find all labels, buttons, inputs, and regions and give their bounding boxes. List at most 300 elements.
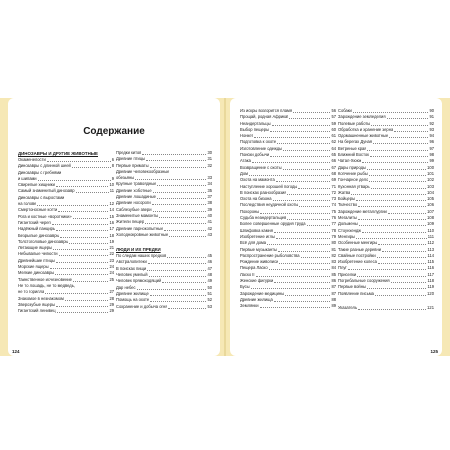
toc-entry-title: Жители пещер bbox=[116, 219, 145, 225]
dot-leader bbox=[299, 206, 330, 207]
toc-entry-title: Надёжный панцирь bbox=[18, 226, 56, 232]
toc-entry-title: Сохранение и добыча огня bbox=[116, 303, 168, 309]
toc-entry-page: 75 bbox=[331, 208, 336, 214]
toc-entry-title: Возвращение с охоты bbox=[240, 164, 282, 170]
toc-entry-title: В поисках разнообразия bbox=[240, 189, 287, 195]
dot-leader bbox=[358, 219, 426, 220]
toc-entry-title: Выбор пещеры bbox=[240, 126, 270, 132]
toc-entry-page: 111 bbox=[427, 233, 434, 239]
toc-entry-title: Древнейшие птицы bbox=[18, 257, 55, 263]
toc-entry-title: Знаменитые мамонты bbox=[116, 212, 159, 218]
dot-leader bbox=[137, 289, 207, 290]
toc-entry-page: 93 bbox=[429, 126, 434, 132]
dot-leader bbox=[153, 192, 207, 193]
toc-entry-title: Мелкие динозавры bbox=[18, 270, 55, 276]
dot-leader bbox=[287, 219, 330, 220]
dot-leader bbox=[276, 238, 331, 239]
toc-entry-page: 24 bbox=[109, 264, 114, 270]
toc-entry-page: 89 bbox=[331, 303, 336, 309]
toc-entry-page: 118 bbox=[427, 278, 434, 284]
dot-leader bbox=[76, 192, 109, 193]
toc-entry-page: 59 bbox=[331, 120, 336, 126]
page-title: Содержание bbox=[83, 126, 145, 137]
dot-leader bbox=[55, 274, 108, 275]
toc-entry-page: 53 bbox=[207, 303, 212, 309]
contents-column-3 bbox=[240, 108, 336, 310]
dot-leader bbox=[60, 237, 108, 238]
toc-entry-page: 32 bbox=[207, 162, 212, 168]
toc-entry-page: 80 bbox=[331, 240, 336, 246]
toc-entry-page: 81 bbox=[331, 246, 336, 252]
toc-entry-title: Первые музыканты bbox=[240, 246, 277, 252]
toc-entry-title: Поиски добычи bbox=[240, 152, 270, 158]
toc-entry-page: 61 bbox=[331, 133, 336, 139]
toc-entry-page: 66 bbox=[331, 158, 336, 164]
toc-entry-page: 30 bbox=[207, 150, 212, 155]
dot-leader bbox=[278, 251, 330, 252]
toc-entry-title: Первые приматы bbox=[116, 162, 149, 168]
dot-leader bbox=[167, 257, 206, 258]
toc-entry-page: 90 bbox=[429, 108, 434, 113]
toc-entry-page: 116 bbox=[427, 265, 434, 271]
toc-entry-title: Менгиры bbox=[338, 233, 355, 239]
toc-entry-page: 52 bbox=[207, 297, 212, 303]
toc-entry bbox=[338, 291, 434, 297]
toc-entry-page: 85 bbox=[331, 271, 336, 277]
toc-entry-page: 100 bbox=[427, 164, 434, 170]
toc-entry bbox=[116, 232, 212, 238]
dot-leader bbox=[276, 181, 331, 182]
dot-leader bbox=[58, 211, 108, 212]
dot-leader bbox=[150, 295, 207, 296]
toc-entry-page: 25 bbox=[109, 276, 114, 282]
toc-entry-title: Приселки bbox=[338, 271, 357, 277]
toc-entry-title: Шлифовка камня bbox=[240, 227, 273, 233]
toc-entry-title: Дары природы bbox=[338, 164, 366, 170]
toc-entry-title: Гончарное дело bbox=[338, 177, 369, 183]
section-heading: ДИНОЗАВРЫ И ДРУГИЕ ЖИВОТНЫЕ bbox=[18, 151, 98, 156]
toc-entry-page: 31 bbox=[207, 156, 212, 162]
toc-entry-title: Землянки bbox=[240, 303, 259, 309]
toc-entry-page: 11 bbox=[109, 188, 114, 194]
dot-leader bbox=[378, 244, 426, 245]
toc-entry-title: Смертоносные когти bbox=[18, 207, 58, 213]
dot-leader bbox=[389, 137, 428, 138]
toc-entry-title: Первые войны bbox=[338, 284, 366, 290]
toc-entry-title: Всё для дома bbox=[240, 240, 267, 246]
toc-entry-page: 10 bbox=[109, 182, 114, 188]
toc-entry-page: 108 bbox=[427, 215, 434, 221]
dot-leader bbox=[252, 162, 331, 163]
dot-leader bbox=[279, 263, 330, 264]
toc-entry-page: 62 bbox=[331, 139, 336, 145]
toc-entry-page: 50 bbox=[207, 284, 212, 290]
dot-leader bbox=[157, 185, 206, 186]
dot-leader bbox=[274, 301, 331, 302]
toc-entry-title: Неандертальцы bbox=[240, 120, 271, 126]
dot-leader bbox=[293, 112, 330, 113]
dot-leader bbox=[307, 225, 331, 226]
dot-leader bbox=[358, 309, 426, 310]
toc-entry-page: 33 bbox=[207, 175, 212, 181]
toc-entry-title: Древнее жилище bbox=[116, 290, 149, 296]
toc-entry-title: Ближний Восток bbox=[338, 152, 369, 158]
dot-leader bbox=[38, 180, 111, 181]
toc-entry-title: Дольмены bbox=[338, 221, 358, 227]
toc-entry-title: Атака bbox=[240, 158, 251, 164]
toc-entry-page: 76 bbox=[331, 215, 336, 221]
toc-entry bbox=[240, 303, 336, 309]
dot-leader bbox=[273, 200, 331, 201]
toc-entry-title: По следам наших предков bbox=[116, 253, 167, 259]
toc-entry-page: 14 bbox=[109, 207, 114, 213]
dot-leader bbox=[274, 282, 330, 283]
toc-entry-title: Указатель bbox=[338, 304, 358, 310]
dot-leader bbox=[256, 276, 331, 277]
toc-entry-page: 101 bbox=[427, 170, 434, 176]
toc-entry-title: Предки китов bbox=[116, 150, 142, 155]
toc-entry-title: На берегах Дуная bbox=[338, 139, 373, 145]
toc-entry-title: обезьяны bbox=[116, 175, 135, 181]
right-page bbox=[230, 98, 442, 356]
toc-entry-page: 51 bbox=[207, 290, 212, 296]
toc-entry-title: Толстоголовые динозавры bbox=[18, 238, 69, 244]
section-heading: ЛЮДИ И ИХ ПРЕДКИ bbox=[116, 247, 161, 253]
toc-entry-page: 99 bbox=[429, 158, 434, 164]
dot-leader bbox=[301, 257, 331, 258]
toc-entry-title: Одомашненные животные bbox=[338, 133, 389, 139]
toc-entry-title: Изготовление одежды bbox=[240, 145, 283, 151]
toc-entry-page: 45 bbox=[207, 253, 212, 259]
dot-leader bbox=[251, 288, 331, 289]
dot-leader bbox=[69, 243, 108, 244]
dot-leader bbox=[52, 224, 109, 225]
toc-entry-title: Рождение живописи bbox=[240, 259, 279, 265]
toc-entry-title: Гигантский череп bbox=[18, 219, 51, 225]
dot-leader bbox=[274, 232, 330, 233]
toc-entry-page: 23 bbox=[109, 257, 114, 263]
dot-leader bbox=[168, 308, 206, 309]
toc-entry-page: 39 bbox=[207, 206, 212, 212]
dot-leader bbox=[298, 188, 330, 189]
toc-entry-title: Из искры возгорится пламя bbox=[240, 108, 293, 113]
toc-entry-title: Таинственное исчезновение bbox=[18, 276, 72, 282]
toc-entry-title: Окаменелости bbox=[18, 157, 46, 162]
toc-entry-title: Охота на мамонта bbox=[240, 177, 275, 183]
dot-leader bbox=[270, 156, 330, 157]
toc-entry-title: Распространение рыболовства bbox=[240, 252, 300, 258]
toc-entry-page: 83 bbox=[331, 259, 336, 265]
dot-leader bbox=[153, 211, 207, 212]
dot-leader bbox=[394, 131, 428, 132]
toc-entry-page: 98 bbox=[429, 152, 434, 158]
toc-entry-title: Древние человекообразные bbox=[116, 168, 170, 174]
toc-entry-page: 119 bbox=[427, 284, 434, 290]
toc-entry-page: 115 bbox=[427, 259, 434, 265]
toc-entry-page: 46 bbox=[207, 259, 212, 265]
contents-column-4 bbox=[338, 108, 434, 311]
toc-entry-title: Самый знаменитый динозавр bbox=[18, 188, 75, 194]
dot-leader bbox=[57, 312, 109, 313]
toc-entry-title: Наступление хорошей погоды bbox=[240, 183, 298, 189]
book-gutter bbox=[224, 98, 226, 356]
dot-leader bbox=[369, 175, 426, 176]
toc-entry-page: 117 bbox=[427, 271, 434, 277]
toc-entry-page: 64 bbox=[331, 145, 336, 151]
toc-entry-title: Подготовка к охоте bbox=[240, 139, 277, 145]
dot-leader bbox=[283, 150, 330, 151]
dot-leader bbox=[150, 167, 207, 168]
toc-entry-page: 72 bbox=[331, 189, 336, 195]
toc-entry-title: Более совершенные орудия труда bbox=[240, 221, 306, 227]
dot-leader bbox=[289, 118, 330, 119]
dot-leader bbox=[37, 205, 108, 206]
toc-entry-page: 60 bbox=[331, 126, 336, 132]
toc-entry-title: Кухонная утварь bbox=[338, 183, 370, 189]
dot-leader bbox=[353, 112, 429, 113]
toc-entry-title: и шипами bbox=[18, 175, 37, 181]
dot-leader bbox=[375, 295, 426, 296]
dot-leader bbox=[150, 301, 206, 302]
toc-entry-page: 94 bbox=[429, 133, 434, 139]
dot-leader bbox=[56, 186, 109, 187]
toc-entry-page: 34 bbox=[207, 181, 212, 187]
dot-leader bbox=[260, 307, 331, 308]
dot-leader bbox=[152, 204, 207, 205]
toc-entry-title: Холоднокровные животные bbox=[116, 231, 169, 237]
dot-leader bbox=[287, 194, 330, 195]
toc-entry-title: Изобретение колеса bbox=[338, 259, 377, 265]
toc-entry-page: 84 bbox=[331, 265, 336, 271]
dot-leader bbox=[56, 230, 108, 231]
toc-entry-page: 15 bbox=[109, 213, 114, 219]
toc-entry-page: 104 bbox=[427, 189, 434, 195]
toc-entry-page: 114 bbox=[427, 252, 434, 258]
toc-entry-page: 112 bbox=[427, 240, 434, 246]
toc-entry-title: не то горилла bbox=[18, 289, 45, 295]
toc-entry-title: Зарождение земледелия bbox=[338, 114, 386, 120]
toc-entry-title: Чатал-Хююк bbox=[338, 158, 362, 164]
toc-entry-title: Пещера Ласко bbox=[240, 265, 268, 271]
toc-entry-title: Обработка и хранение зерна bbox=[338, 126, 394, 132]
toc-entry-page: 69 bbox=[331, 177, 336, 183]
toc-entry-page: 47 bbox=[207, 265, 212, 271]
page-number: 124 bbox=[12, 349, 20, 354]
toc-entry-page: 110 bbox=[427, 227, 434, 233]
dot-leader bbox=[249, 175, 331, 176]
toc-entry-page: 29 bbox=[109, 301, 114, 307]
dot-leader bbox=[147, 270, 206, 271]
toc-entry-title: Зарождение металлургии bbox=[338, 208, 387, 214]
toc-entry-title: Помощь на охоте bbox=[116, 297, 150, 303]
toc-entry-page: 92 bbox=[429, 120, 434, 126]
toc-entry-title: Особенные менгиры bbox=[338, 240, 378, 246]
dot-leader bbox=[135, 179, 206, 180]
toc-entry-page: 96 bbox=[429, 139, 434, 145]
contents-column-1 bbox=[18, 150, 114, 314]
toc-entry-title: Полевые работы bbox=[338, 120, 371, 126]
toc-entry-page: 8 bbox=[111, 163, 114, 169]
toc-entry bbox=[116, 304, 212, 310]
toc-entry-page: 57 bbox=[331, 114, 336, 120]
toc-entry-title: Крупные травоядные bbox=[116, 181, 157, 187]
toc-entry-title: Бойцеры bbox=[338, 196, 356, 202]
dot-leader bbox=[277, 143, 330, 144]
toc-entry-page: 107 bbox=[427, 208, 434, 214]
toc-entry-page: 71 bbox=[331, 183, 336, 189]
dot-leader bbox=[157, 198, 207, 199]
dot-leader bbox=[362, 232, 426, 233]
toc-entry-page: 41 bbox=[207, 219, 212, 225]
toc-entry-page: 27 bbox=[109, 289, 114, 295]
toc-entry-title: Австралопитеки bbox=[116, 259, 147, 265]
toc-entry-title: Бусы bbox=[240, 284, 250, 290]
dot-leader bbox=[391, 282, 427, 283]
dot-leader bbox=[367, 169, 426, 170]
dot-leader bbox=[73, 281, 109, 282]
toc-entry-page: 86 bbox=[331, 278, 336, 284]
dot-leader bbox=[387, 118, 429, 119]
dot-leader bbox=[283, 169, 331, 170]
toc-entry-page: 56 bbox=[331, 108, 336, 113]
dot-leader bbox=[50, 268, 109, 269]
toc-entry-title: В поисках пищи bbox=[116, 265, 147, 271]
dot-leader bbox=[377, 257, 427, 258]
toc-entry-title: Судьба неандертальцев bbox=[240, 215, 287, 221]
page-number: 125 bbox=[430, 349, 438, 354]
toc-entry-title: Небывалые челюсти bbox=[18, 251, 58, 257]
toc-entry-title: Свайные постройки bbox=[338, 252, 376, 258]
toc-entry-page: 42 bbox=[207, 225, 212, 231]
toc-entry-title: Рога и костные «воротники» bbox=[18, 213, 72, 219]
dot-leader bbox=[285, 295, 330, 296]
dot-leader bbox=[45, 293, 108, 294]
toc-entry-page: 6 bbox=[111, 157, 114, 162]
toc-entry-page: 82 bbox=[331, 252, 336, 258]
toc-entry-page: 21 bbox=[109, 245, 114, 251]
dot-leader bbox=[59, 255, 109, 256]
dot-leader bbox=[371, 125, 428, 126]
toc-entry-page: 40 bbox=[207, 212, 212, 218]
dot-leader bbox=[348, 269, 427, 270]
toc-entry-page: 77 bbox=[331, 221, 336, 227]
left-page bbox=[8, 98, 220, 356]
dot-leader bbox=[359, 225, 426, 226]
dot-leader bbox=[367, 288, 427, 289]
dot-leader bbox=[367, 150, 428, 151]
toc-entry-title: Древние лошадиные bbox=[116, 194, 156, 200]
dot-leader bbox=[357, 276, 426, 277]
toc-entry-title: Зверозубые ящеры bbox=[18, 301, 56, 307]
toc-entry-title: Копчение рыбы bbox=[338, 170, 368, 176]
dot-leader bbox=[260, 213, 330, 214]
toc-entry-title: Динозавры с гребнями bbox=[18, 169, 62, 175]
dot-leader bbox=[142, 154, 206, 155]
toc-entry-page: 35 bbox=[207, 187, 212, 193]
toc-entry-title: на голове bbox=[18, 201, 37, 207]
toc-entry-title: Охота на бизона bbox=[240, 196, 272, 202]
toc-entry-page: 79 bbox=[331, 233, 336, 239]
dot-leader bbox=[254, 137, 330, 138]
toc-entry-title: Не то лошадь, не то медведь, bbox=[18, 282, 75, 288]
toc-entry-page: 29 bbox=[109, 308, 114, 314]
dot-leader bbox=[65, 300, 109, 301]
toc-entry-title: Безрылые динозавры bbox=[18, 232, 60, 238]
toc-entry-page: 91 bbox=[429, 114, 434, 120]
toc-entry-page: 73 bbox=[331, 196, 336, 202]
toc-entry-page: 67 bbox=[331, 164, 336, 170]
toc-entry-title: Появление письма bbox=[338, 290, 374, 296]
toc-entry-page: 22 bbox=[109, 251, 114, 257]
toc-entry-title: Изобретение иглы bbox=[240, 233, 275, 239]
toc-entry-page: 78 bbox=[331, 227, 336, 233]
toc-entry-page: 19 bbox=[109, 238, 114, 244]
toc-entry-page: 121 bbox=[427, 304, 434, 310]
toc-entry bbox=[338, 305, 434, 311]
dot-leader bbox=[382, 251, 426, 252]
toc-entry-page: 38 bbox=[207, 200, 212, 206]
toc-entry-title: Человек прямоходящий bbox=[116, 278, 162, 284]
dot-leader bbox=[149, 276, 207, 277]
toc-entry-page: 102 bbox=[427, 177, 434, 183]
toc-entry-title: Такие разные деревни bbox=[338, 246, 382, 252]
dot-leader bbox=[378, 263, 427, 264]
toc-entry-page: 65 bbox=[331, 152, 336, 158]
toc-entry-page: 106 bbox=[427, 202, 434, 208]
dot-leader bbox=[56, 262, 108, 263]
dot-leader bbox=[371, 188, 427, 189]
dot-leader bbox=[267, 244, 330, 245]
toc-entry-title: Древние жилища bbox=[240, 296, 273, 302]
toc-entry-page: 12 bbox=[109, 201, 114, 207]
dot-leader bbox=[53, 249, 108, 250]
toc-entry-title: Саблезубые звери bbox=[116, 206, 152, 212]
toc-entry-title: Морские ящеры bbox=[18, 264, 49, 270]
dot-leader bbox=[362, 162, 428, 163]
toc-entry-page: 49 bbox=[207, 278, 212, 284]
dot-leader bbox=[358, 206, 426, 207]
book-spread bbox=[0, 98, 450, 356]
dot-leader bbox=[146, 160, 206, 161]
toc-entry-page: 88 bbox=[331, 296, 336, 302]
toc-entry-title: Погребальные сооружения bbox=[338, 278, 390, 284]
toc-entry-page: 103 bbox=[427, 183, 434, 189]
toc-entry-page: 113 bbox=[427, 246, 434, 252]
dot-leader bbox=[370, 156, 428, 157]
toc-entry-page: 24 bbox=[109, 270, 114, 276]
toc-entry-title: Собаки bbox=[338, 108, 352, 113]
toc-entry-title: Дом bbox=[240, 170, 248, 176]
toc-entry-title: Женские фигурки bbox=[240, 278, 274, 284]
dot-leader bbox=[72, 167, 111, 168]
dot-leader bbox=[351, 194, 426, 195]
dot-leader bbox=[159, 217, 206, 218]
toc-entry-title: Стоунхендж bbox=[338, 227, 361, 233]
dot-leader bbox=[169, 236, 206, 237]
toc-entry-page: 37 bbox=[207, 194, 212, 200]
toc-entry-page: 48 bbox=[207, 272, 212, 278]
toc-entry-title: Плуг bbox=[338, 265, 347, 271]
toc-entry-title: Знакомое в незнакомом bbox=[18, 295, 64, 301]
toc-entry-title: Дар небес bbox=[116, 284, 136, 290]
toc-entry-page: 87 bbox=[331, 284, 336, 290]
toc-entry-page: 17 bbox=[109, 226, 114, 232]
toc-entry-page: 87 bbox=[331, 290, 336, 296]
dot-leader bbox=[269, 269, 331, 270]
dot-leader bbox=[148, 263, 207, 264]
toc-entry-page: 120 bbox=[427, 290, 434, 296]
dot-leader bbox=[162, 282, 206, 283]
